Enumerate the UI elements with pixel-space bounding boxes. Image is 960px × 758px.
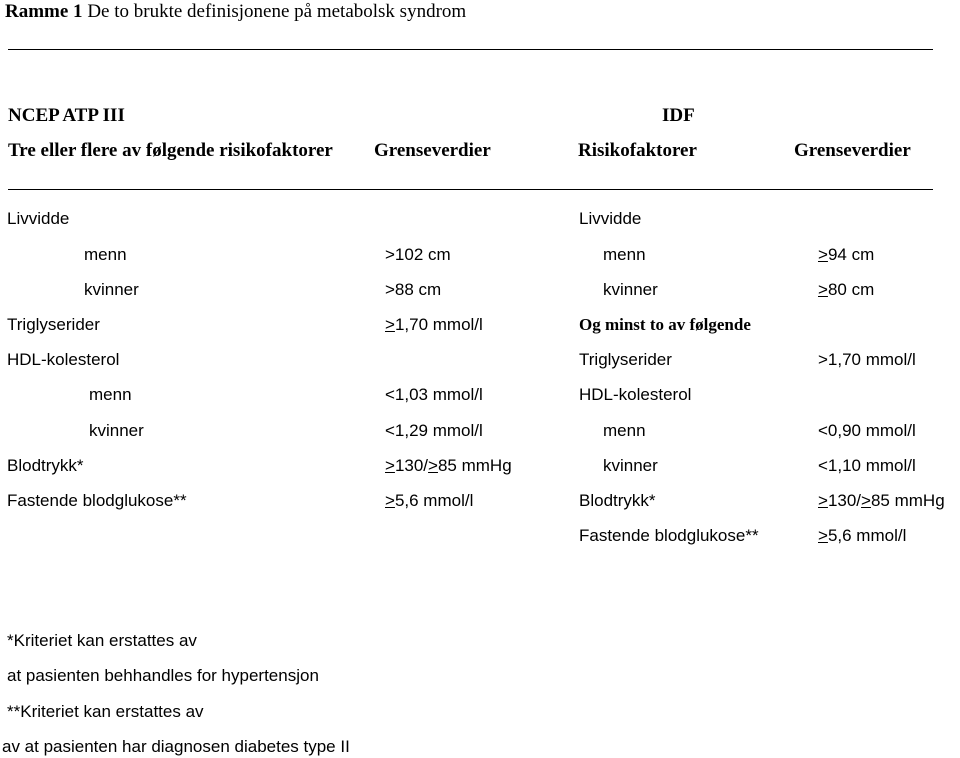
idf-hdl-men: menn	[603, 421, 646, 440]
ncep-hdl-men-value: <1,03 mmol/l	[385, 385, 483, 404]
idf-triglycerides-value: >1,70 mmol/l	[818, 350, 916, 369]
ncep-waist-men: menn	[84, 245, 127, 264]
ncep-hdl-women-value: <1,29 mmol/l	[385, 421, 483, 440]
ncep-waist-women: kvinner	[84, 280, 139, 299]
idf-waist-men-value: >94 cm	[818, 245, 875, 264]
ncep-triglycerides-value: >1,70 mmol/l	[385, 315, 483, 334]
idf-hdl: HDL-kolesterol	[579, 385, 692, 404]
idf-hdl-women: kvinner	[603, 456, 658, 475]
idf-hdl-women-value: <1,10 mmol/l	[818, 456, 916, 475]
idf-hdl-men-value: <0,90 mmol/l	[818, 421, 916, 440]
ncep-blood-pressure: Blodtrykk*	[7, 456, 84, 475]
idf-fasting-glucose: Fastende blodglukose**	[579, 526, 759, 545]
ncep-triglycerides: Triglyserider	[7, 315, 100, 334]
idf-plus-two-of-following: Og minst to av følgende	[579, 315, 751, 334]
idf-waist-women: kvinner	[603, 280, 658, 299]
ncep-hdl-men: menn	[89, 385, 132, 404]
footnote-line: av at pasienten har diagnosen diabetes type II	[2, 737, 350, 756]
idf-risk-header: Risikofaktorer	[578, 140, 697, 161]
ncep-waist-men-value: >102 cm	[385, 245, 451, 264]
idf-blood-pressure: Blodtrykk*	[579, 491, 656, 510]
ncep-fasting-glucose: Fastende blodglukose**	[7, 491, 187, 510]
idf-triglycerides: Triglyserider	[579, 350, 672, 369]
idf-heading: IDF	[662, 105, 695, 126]
idf-waist-men: menn	[603, 245, 646, 264]
ncep-limits-header: Grenseverdier	[374, 140, 491, 161]
ncep-blood-pressure-value: >130/>85 mmHg	[385, 456, 512, 475]
header-divider	[8, 189, 933, 190]
box-title-text: De to brukte definisjonene på metabolsk syndrom	[87, 1, 467, 22]
idf-limits-header: Grenseverdier	[794, 140, 911, 161]
footnote-line: *Kriteriet kan erstattes av	[7, 631, 197, 650]
ncep-fasting-glucose-value: >5,6 mmol/l	[385, 491, 474, 510]
footnote-line: **Kriteriet kan erstattes av	[7, 702, 204, 721]
idf-blood-pressure-value: >130/>85 mmHg	[818, 491, 945, 510]
idf-waist: Livvidde	[579, 209, 642, 228]
idf-fasting-glucose-value: >5,6 mmol/l	[818, 526, 907, 545]
box-label: Ramme 1	[5, 1, 83, 22]
ncep-hdl-women: kvinner	[89, 421, 144, 440]
box-title	[5, 2, 466, 21]
ncep-waist: Livvidde	[7, 209, 70, 228]
idf-waist-women-value: >80 cm	[818, 280, 875, 299]
ncep-heading: NCEP ATP III	[8, 105, 125, 126]
top-divider	[8, 49, 933, 50]
footnote-line: at pasienten behhandles for hypertensjon	[7, 666, 319, 685]
ncep-risk-header: Tre eller flere av følgende risikofaktorer	[8, 140, 333, 161]
ncep-waist-women-value: >88 cm	[385, 280, 442, 299]
ncep-hdl: HDL-kolesterol	[7, 350, 120, 369]
